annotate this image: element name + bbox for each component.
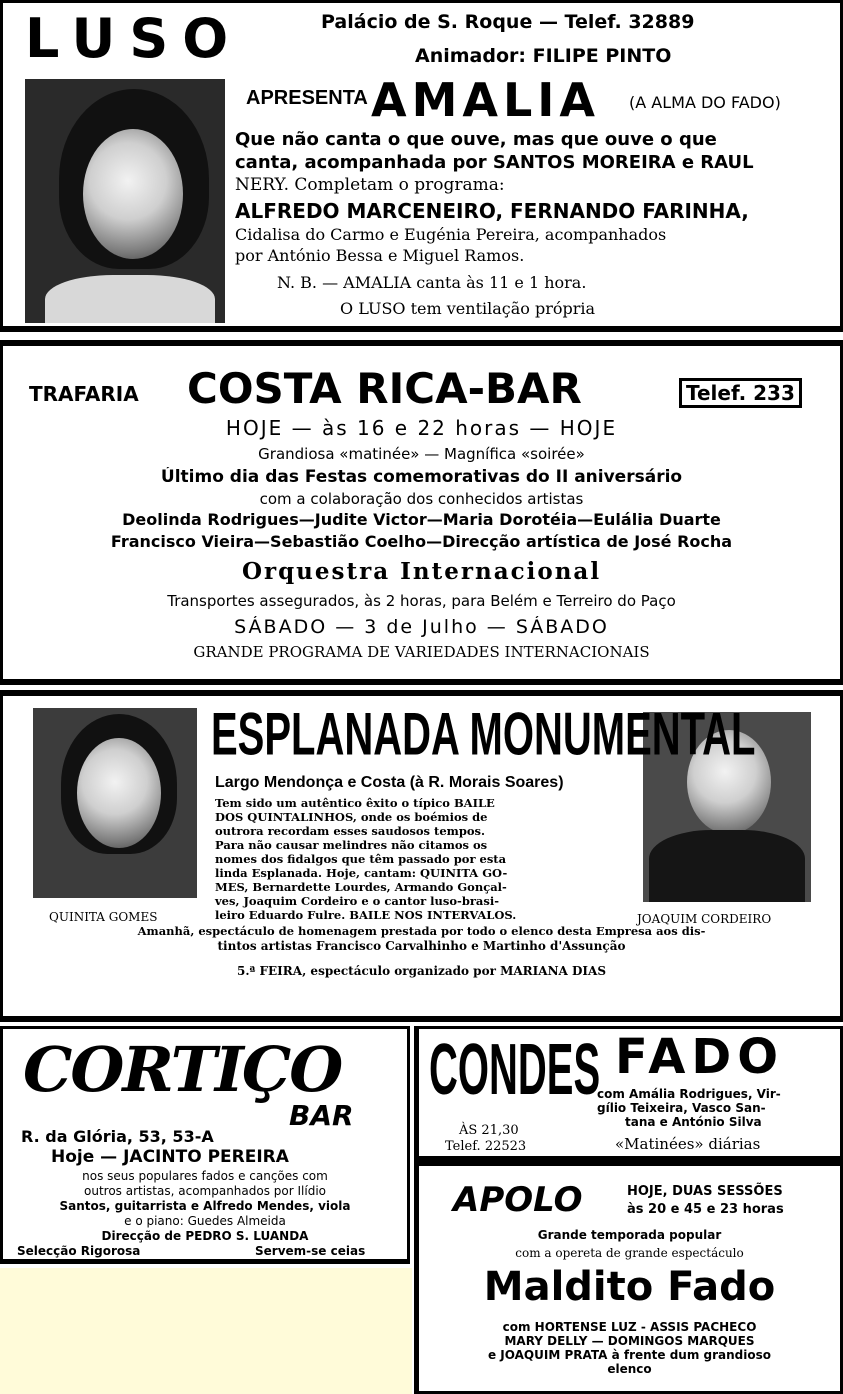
luso-line2: canta, acompanhada por SANTOS MOREIRA e RAUL [235,152,754,173]
luso-animator: Animador: FILIPE PINTO [415,45,672,67]
esplanada-b5: nomes dos fidalgos que têm passado por esta [215,852,507,866]
apolo-s1: HOJE, DUAS SESSÕES [627,1184,783,1199]
esplanada-b11: tintos artistas Francisco Carvalhinho e Martinho d'Assunção [217,939,626,953]
cortico-l6b: Servem-se ceias [255,1244,366,1258]
blank-area [0,1268,412,1394]
costa-today: HOJE — às 16 e 22 horas — HOJE [225,416,618,440]
apolo-l3: com HORTENSE LUZ - ASSIS PACHECO [502,1320,757,1334]
cortico-l3: Santos, guitarrista e Alfredo Mendes, viola [59,1199,351,1213]
costa-l3: com a colaboração dos conhecidos artistas [259,490,584,508]
condes-time: ÀS 21,30 [459,1123,519,1138]
esplanada-b7: MES, Bernardette Lourdes, Armando Gonçal- [215,880,507,894]
costa-rica-ad [0,340,843,685]
luso-address: Palácio de S. Roque — Telef. 32889 [321,11,695,33]
cortico-l1: nos seus populares fados e canções com [82,1169,328,1183]
amalia-photo [25,79,225,323]
esplanada-b10: Amanhã, espectáculo de homenagem prestada por todo o elenco desta Empresa aos dis- [137,924,706,938]
apolo-l6: elenco [607,1362,652,1376]
luso-line1: Que não canta o que ouve, mas que ouve o que [235,129,717,150]
condes-l2: gílio Teixeira, Vasco San- [597,1101,766,1115]
condes-phone: Telef. 22523 [445,1139,527,1154]
cortico-l4: e o piano: Guedes Almeida [124,1214,286,1228]
costa-title: COSTA RICA-BAR [187,364,582,413]
apolo-ad [414,1156,843,1394]
luso-line6: por António Bessa e Miguel Ramos. [235,246,525,265]
apolo-l5: e JOAQUIM PRATA à frente dum grandioso [487,1348,772,1362]
luso-ventilation: O LUSO tem ventilação própria [340,299,596,318]
esplanada-b2: DOS QUINTALINHOS, onde os boémios de [215,810,488,824]
cortico-l5: Direcção de PEDRO S. LUANDA [101,1229,309,1243]
costa-l6: Transportes assegurados, às 2 horas, para Belém e Terreiro do Paço [167,592,676,610]
esplanada-b3: outrora recordam esses saudosos tempos. [215,824,486,838]
esplanada-b4: Para não causar melindres não citamos os [215,838,488,852]
luso-nb: N. B. — AMALIA canta às 11 e 1 hora. [277,273,587,292]
cortico-address: R. da Glória, 53, 53-A [21,1127,214,1146]
apolo-title: APOLO [453,1180,583,1220]
condes-matinees: «Matinées» diárias [615,1135,761,1153]
costa-phone: Telef. 233 [679,378,802,408]
costa-l1: Grandiosa «matinée» — Magnífica «soirée» [258,445,585,463]
esplanada-b12: 5.ª FEIRA, espectáculo organizado por MARIANA DIAS [236,964,607,978]
quinita-caption: QUINITA GOMES [49,910,158,924]
luso-line4: ALFREDO MARCENEIRO, FERNANDO FARINHA, [235,199,749,223]
apolo-l4: MARY DELLY — DOMINGOS MARQUES [504,1334,755,1348]
luso-title: LUSO [25,7,243,70]
cortico-title: CORTIÇO [23,1033,342,1106]
condes-fado: FADO [615,1029,785,1085]
apolo-show-title: Maldito Fado [483,1264,776,1310]
costa-l5: Francisco Vieira—Sebastião Coelho—Direcção artística de José Rocha [110,532,733,551]
cortico-l2: outros artistas, acompanhados por Ilídio [84,1184,326,1198]
cortico-ad [0,1026,410,1264]
esplanada-title: ESPLANADA MONUMENTAL [211,702,756,768]
esplanada-address: Largo Mendonça e Costa (à R. Morais Soares) [215,774,564,791]
luso-line3: NERY. Completam o programa: [235,175,505,195]
luso-ad [0,0,843,332]
costa-saturday: SÁBADO — 3 de Julho — SÁBADO [234,616,609,638]
esplanada-b9: leiro Eduardo Fulre. BAILE NOS INTERVALOS. [215,908,517,922]
esplanada-b6: linda Esplanada. Hoje, cantam: QUINITA GO- [215,866,508,880]
costa-l2: Último dia das Festas comemorativas do II aniversário [160,467,683,487]
apolo-l1: Grande temporada popular [537,1228,722,1242]
condes-l1: com Amália Rodrigues, Vir- [597,1087,781,1101]
luso-presents: APRESENTA [246,87,368,109]
costa-orchestra: Orquestra Internacional [241,558,602,585]
esplanada-b1: Tem sido um autêntico êxito o típico BAILE [215,796,495,810]
condes-l3: tana e António Silva [625,1115,762,1129]
apolo-s2: às 20 e 45 e 23 horas [627,1202,784,1217]
quinita-photo [33,708,197,898]
luso-star-tag: (A ALMA DO FADO) [629,93,781,112]
cortico-bar: BAR [289,1099,354,1132]
cortico-today: Hoje — JACINTO PEREIRA [51,1147,289,1167]
luso-line5: Cidalisa do Carmo e Eugénia Pereira, acompanhados [235,225,667,244]
esplanada-ad [0,690,843,1022]
costa-l4: Deolinda Rodrigues—Judite Victor—Maria Dorotéia—Eulália Duarte [122,510,721,529]
joaquim-caption: JOAQUIM CORDEIRO [637,912,772,926]
luso-star: AMALIA [371,73,601,127]
condes-ad [414,1026,843,1156]
apolo-l2: com a opereta de grande espectáculo [515,1246,744,1260]
cortico-l6a: Selecção Rigorosa [17,1244,141,1258]
esplanada-b8: ves, Joaquim Cordeiro e o cantor luso-brasi- [215,894,499,908]
condes-title: CONDES [429,1031,601,1111]
costa-l7: GRANDE PROGRAMA DE VARIEDADES INTERNACIONAIS [193,643,650,661]
costa-place: TRAFARIA [29,382,139,406]
